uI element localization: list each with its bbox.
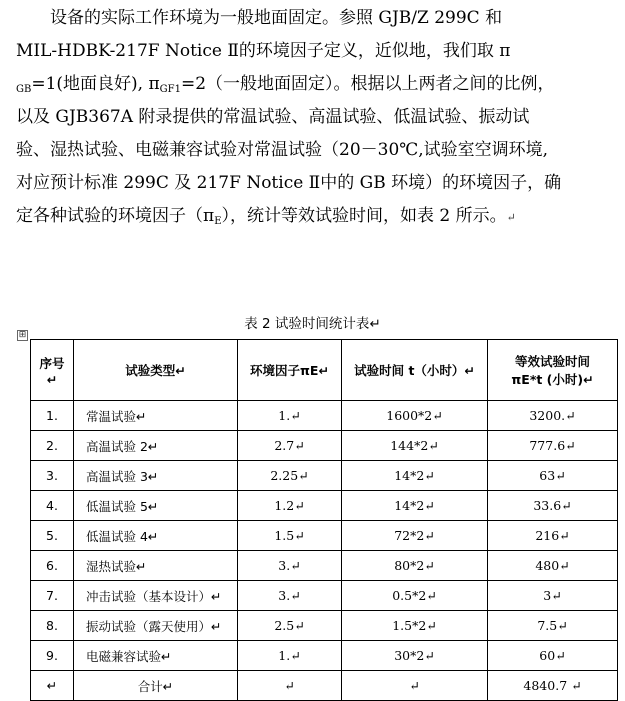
table-row <box>31 581 618 611</box>
body-paragraph <box>16 2 614 234</box>
cell-factor: 2.5↵ <box>238 611 342 641</box>
cell-time: 0.5*2↵ <box>342 581 488 611</box>
table-move-handle-icon[interactable]: ⊞ <box>18 330 27 340</box>
cell-time: 80*2↵ <box>342 551 488 581</box>
paragraph-line: 验、湿热试验、电磁兼容试验对常温试验（20－30℃,试验室空调环境, <box>16 140 549 160</box>
paragraph-line <box>16 68 614 101</box>
cell-no: ↵ <box>31 671 74 701</box>
cell-time: 30*2↵ <box>342 641 488 671</box>
cell-time: 14*2↵ <box>342 491 488 521</box>
paragraph-line: MIL-HDBK-217F Notice Ⅱ的环境因子定义，近似地，我们取 π <box>16 41 511 61</box>
cell-no: 4. <box>31 491 74 521</box>
cell-type: 合计↵ <box>74 671 238 701</box>
cell-no: 6. <box>31 551 74 581</box>
paragraph-line <box>16 200 614 234</box>
cell-type: 电磁兼容试验↵ <box>74 641 238 671</box>
return-mark: ↵ <box>506 211 516 224</box>
cell-equiv: 33.6↵ <box>488 491 618 521</box>
cell-no: 7. <box>31 581 74 611</box>
cell-type: 常温试验↵ <box>74 401 238 431</box>
paragraph-text: =2（一般地面固定）。根据以上两者之间的比例， <box>180 74 555 94</box>
subscript: GB <box>16 84 32 95</box>
cell-no: 9. <box>31 641 74 671</box>
table-row <box>31 431 618 461</box>
table-row <box>31 641 618 671</box>
table-row <box>31 401 618 431</box>
cell-no: 3. <box>31 461 74 491</box>
header-equiv-line1: 等效试验时间 <box>514 354 590 369</box>
cell-time: 144*2↵ <box>342 431 488 461</box>
cell-no: 1. <box>31 401 74 431</box>
cell-time: 1.5*2↵ <box>342 611 488 641</box>
cell-time: 14*2↵ <box>342 461 488 491</box>
cell-type: 高温试验 3↵ <box>74 461 238 491</box>
table-row <box>31 611 618 641</box>
header-equiv <box>488 340 618 401</box>
cell-type: 湿热试验↵ <box>74 551 238 581</box>
paragraph-text: ），统计等效试验时间，如表 2 所示。 <box>221 206 507 226</box>
cell-factor: 2.7↵ <box>238 431 342 461</box>
paragraph-text: 定各种试验的环境因子（π <box>16 206 215 226</box>
cell-type: 高温试验 2↵ <box>74 431 238 461</box>
header-time: 试验时间 t（小时）↵ <box>342 340 488 401</box>
cell-factor: 1.5↵ <box>238 521 342 551</box>
cell-type: 低温试验 4↵ <box>74 521 238 551</box>
subscript: GF1 <box>159 84 181 95</box>
cell-equiv: 3200.↵ <box>488 401 618 431</box>
header-equiv-line2: πE*t (小时)↵ <box>511 372 594 387</box>
cell-time: 1600*2↵ <box>342 401 488 431</box>
table-row <box>31 461 618 491</box>
subscript: E <box>214 216 222 227</box>
cell-factor: ↵ <box>238 671 342 701</box>
header-no: 序号↵ <box>31 340 74 401</box>
cell-equiv: 63↵ <box>488 461 618 491</box>
cell-type: 低温试验 5↵ <box>74 491 238 521</box>
paragraph-line: 以及 GJB367A 附录提供的常温试验、高温试验、低温试验、振动试 <box>16 107 530 127</box>
cell-factor: 1.2↵ <box>238 491 342 521</box>
cell-type: 振动试验（露天使用）↵ <box>74 611 238 641</box>
cell-factor: 1.↵ <box>238 641 342 671</box>
cell-no: 2. <box>31 431 74 461</box>
paragraph-line: 对应预计标准 299C 及 217F Notice Ⅱ中的 GB 环境）的环境因子，确 <box>16 173 562 193</box>
cell-equiv: 777.6↵ <box>488 431 618 461</box>
cell-type: 冲击试验（基本设计）↵ <box>74 581 238 611</box>
table-caption: 表 2 试验时间统计表↵ <box>244 316 381 332</box>
table-row <box>31 521 618 551</box>
paragraph-line: 设备的实际工作环境为一般地面固定。参照 GJB/Z 299C 和 <box>50 8 503 28</box>
cell-no: 8. <box>31 611 74 641</box>
cell-factor: 3.↵ <box>238 581 342 611</box>
cell-equiv: 480↵ <box>488 551 618 581</box>
table-row <box>31 551 618 581</box>
header-type: 试验类型↵ <box>74 340 238 401</box>
cell-equiv: 3↵ <box>488 581 618 611</box>
table-row <box>31 491 618 521</box>
cell-factor: 3.↵ <box>238 551 342 581</box>
cell-equiv: 60↵ <box>488 641 618 671</box>
table-total-row <box>31 671 618 701</box>
test-time-table <box>30 339 618 701</box>
cell-time: 72*2↵ <box>342 521 488 551</box>
cell-no: 5. <box>31 521 74 551</box>
table-header-row <box>31 340 618 401</box>
header-factor: 环境因子πE↵ <box>238 340 342 401</box>
cell-equiv: 216↵ <box>488 521 618 551</box>
cell-factor: 2.25↵ <box>238 461 342 491</box>
cell-equiv: 4840.7 ↵ <box>488 671 618 701</box>
cell-factor: 1.↵ <box>238 401 342 431</box>
cell-equiv: 7.5↵ <box>488 611 618 641</box>
cell-time: ↵ <box>342 671 488 701</box>
paragraph-text: =1(地面良好), π <box>31 74 160 94</box>
